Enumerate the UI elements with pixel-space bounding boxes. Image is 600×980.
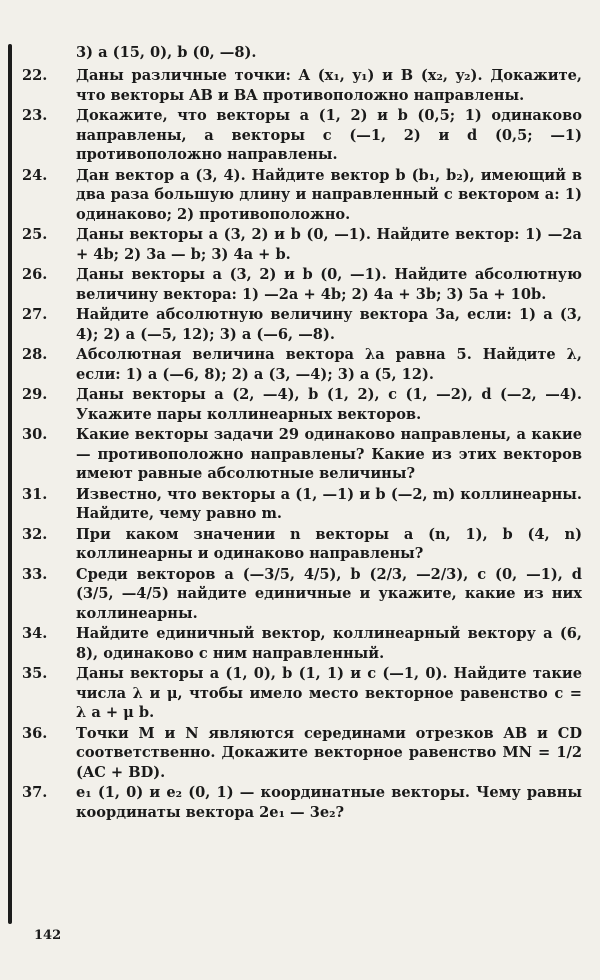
problem-25: 25. Даны векторы a (3, 2) и b (0, —1). Найдите вектор: 1) —2a + 4b; 2) 3a — b; 3) 4a + b.: [22, 226, 582, 263]
problem-27: 27. Найдите абсолютную величину вектора 3a, если: 1) a (3, 4); 2) a (—5, 12); 3) a (—6, —8).: [22, 306, 582, 343]
margin-line: [8, 44, 12, 924]
problem-33: 33. Среди векторов a (—3/5, 4/5), b (2/3, —2/3), c (0, —1), d (3/5, —4/5) найдите единичные и укажите, какие из них коллинеарны.: [22, 565, 582, 622]
problem-30: 30. Какие векторы задачи 29 одинаково направлены, а какие — противоположно направлены? Какие из этих векторов имеют равные абсолютные величины?: [22, 426, 582, 482]
problem-26: 26. Даны векторы a (3, 2) и b (0, —1). Найдите абсолютную величину вектора: 1) —2a + 4b; 2) 4a + 3b; 3) 5a + 10b.: [22, 266, 582, 303]
carry-over-line: 3) a (15, 0), b (0, —8).: [76, 44, 257, 61]
page-number: 142: [34, 928, 62, 943]
problem-32: 32. При каком значении n векторы a (n, 1), b (4, n) коллинеарны и одинаково направлены?: [22, 525, 582, 562]
problem-28: 28. Абсолютная величина вектора λa равна 5. Найдите λ, если: 1) a (—6, 8); 2) a (3, —4); 3) a (5, 12).: [22, 346, 582, 383]
problem-29: 29. Даны векторы a (2, —4), b (1, 2), c (1, —2), d (—2, —4). Укажите пары коллинеарных векторов.: [22, 386, 582, 423]
problem-list: [22, 66, 582, 823]
problem-35: 35. Даны векторы a (1, 0), b (1, 1) и c (—1, 0). Найдите такие числа λ и μ, чтобы имело место векторное равенство c = λ a + μ b.: [22, 665, 582, 721]
problem-24: 24. Дан вектор a (3, 4). Найдите вектор b (b₁, b₂), имеющий в два раза большую длину и направленный с вектором a: 1) одинаково; 2) противоположно.: [22, 166, 582, 223]
problem-34: 34. Найдите единичный вектор, коллинеарный вектору a (6, 8), одинаково с ним направленный.: [22, 625, 582, 662]
problem-31: 31. Известно, что векторы a (1, —1) и b (—2, m) коллинеарны. Найдите, чему равно m.: [22, 485, 582, 522]
problem-36: 36. Точки M и N являются серединами отрезков AB и CD соответственно. Докажите векторное равенство MN = 1/2 (AC + BD).: [22, 724, 582, 781]
problem-22: 22. Даны различные точки: A (x₁, y₁) и B (x₂, y₂). Докажите, что векторы AB и BA противоположно направлены.: [22, 67, 582, 104]
problem-23: 23. Докажите, что векторы a (1, 2) и b (0,5; 1) одинаково направлены, а векторы c (—1, 2) и d (0,5; —1) противоположно направлены.: [22, 107, 582, 163]
problem-37: 37. e₁ (1, 0) и e₂ (0, 1) — координатные векторы. Чему равны координаты вектора 2e₁ — 3e₂?: [22, 784, 582, 821]
